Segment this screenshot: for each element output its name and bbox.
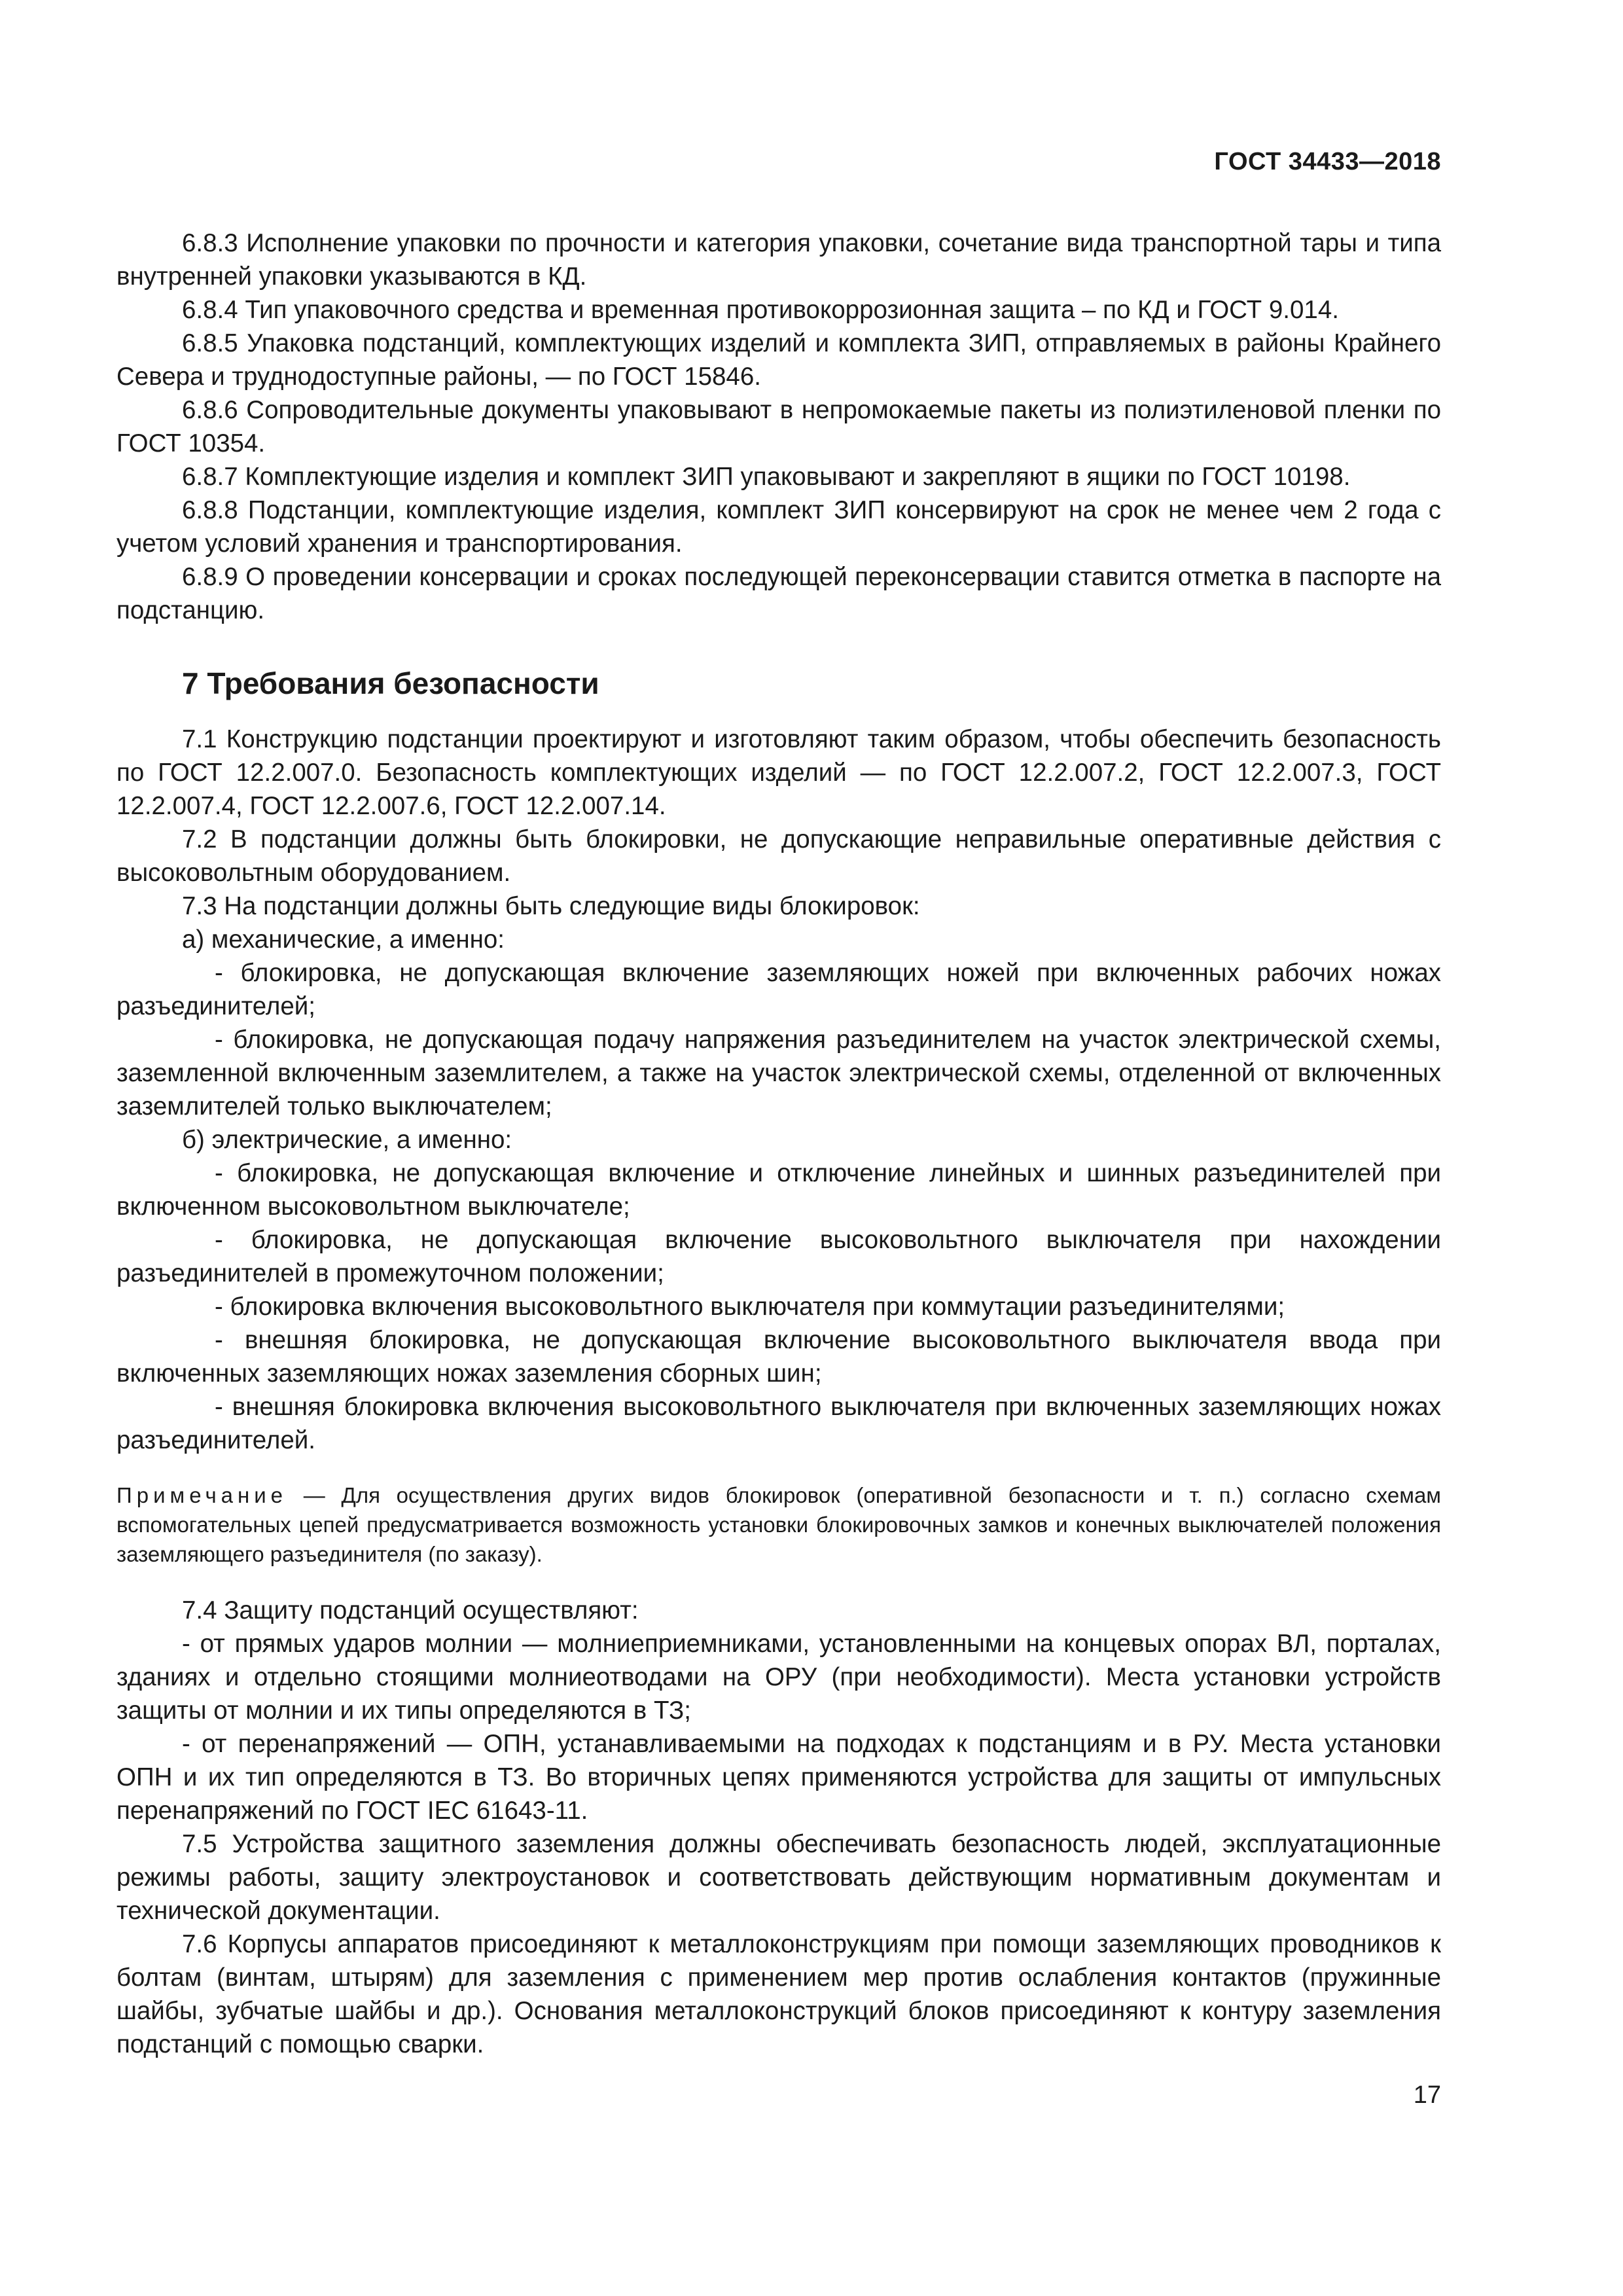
paragraph-6-8-9: 6.8.9 О проведении консервации и сроках последующей переконсервации ставится отметка в паспорте на подстанцию. [116,563,1441,624]
list-item: - блокировка включения высоковольтного выключателя при коммутации разъединителями; [215,1293,1285,1321]
page-number: 17 [1413,2081,1441,2109]
list-item: - внешняя блокировка включения высоковольтного выключателя при включенных заземляющих ножах разъединителей. [116,1393,1441,1454]
list-heading-mechanical: а) механические, а именно: [182,925,505,954]
list-item: - внешняя блокировка, не допускающая включение высоковольтного выключателя ввода при включенных заземляющих ножах заземления сборных шин; [116,1326,1441,1388]
paragraph-7-2: 7.2 В подстанции должны быть блокировки, не допускающие неправильные оперативные действия с высоковольтным оборудованием. [116,825,1441,887]
note-block [116,1480,1441,1569]
page-content [116,226,1441,2061]
paragraph-7-5: 7.5 Устройства защитного заземления должны обеспечивать безопасность людей, эксплуатационные режимы работы, защиту электроустановок и соответствовать действующим нормативным документам и технической документации. [116,1830,1441,1925]
paragraph-6-8-8: 6.8.8 Подстанции, комплектующие изделия, комплект ЗИП консервируют на срок не менее чем 2 года с учетом условий хранения и транспортирования. [116,496,1441,558]
paragraph-6-8-7: 6.8.7 Комплектующие изделия и комплект ЗИП упаковывают и закрепляют в ящики по ГОСТ 10198. [182,463,1351,491]
paragraph-7-4: 7.4 Защиту подстанций осуществляют: [182,1596,639,1624]
paragraph-7-6: 7.6 Корпусы аппаратов присоединяют к металлоконструкциям при помощи заземляющих проводников к болтам (винтам, штырям) для заземления с применением мер против ослабления контактов (пружинные шайбы, зубчатые шайбы и др.). Основания металлоконструкций блоков присоединяют к контуру заземления подстанций с помощью сварки. [116,1930,1441,2058]
paragraph-6-8-3: 6.8.3 Исполнение упаковки по прочности и категория упаковки, сочетание вида транспортной тары и типа внутренней упаковки указываются в КД. [116,229,1441,291]
document-code-header: ГОСТ 34433—2018 [1214,148,1441,175]
paragraph-7-1: 7.1 Конструкцию подстанции проектируют и изготовляют таким образом, чтобы обеспечить безопасность по ГОСТ 12.2.007.0. Безопасность комплектующих изделий — по ГОСТ 12.2.007.2, ГОСТ 12.2.007.3, ГОСТ 12.2.007.4, ГОСТ 12.2.007.6, ГОСТ 12.2.007.14. [116,725,1441,820]
section-title: 7 Требования безопасности [182,666,599,700]
paragraph-6-8-5: 6.8.5 Упаковка подстанций, комплектующих изделий и комплекта ЗИП, отправляемых в районы Крайнего Севера и труднодоступные районы, — по ГОСТ 15846. [116,329,1441,391]
paragraph-6-8-4: 6.8.4 Тип упаковочного средства и временная противокоррозионная защита – по КД и ГОСТ 9.014. [182,296,1339,324]
list-item: - блокировка, не допускающая включение высоковольтного выключателя при нахождении разъединителей в промежуточном положении; [116,1226,1441,1287]
list-item: - блокировка, не допускающая включение и отключение линейных и шинных разъединителей при включенном высоковольтном выключателе; [116,1159,1441,1221]
list-item: - от перенапряжений — ОПН, устанавливаемыми на подходах к подстанциям и в РУ. Места установки ОПН и их тип определяются в ТЗ. Во вторичных цепях применяются устройства для защиты от импульсных перенапряжений по ГОСТ IEC 61643-11. [116,1730,1441,1825]
paragraph-7-3: 7.3 На подстанции должны быть следующие виды блокировок: [182,892,920,920]
paragraph-6-8-6: 6.8.6 Сопроводительные документы упаковывают в непромокаемые пакеты из полиэтиленовой пленки по ГОСТ 10354. [116,396,1441,457]
note-text: — Для осуществления других видов блокировок (оперативной безопасности и т. п.) согласно схемам вспомогательных цепей предусматривается возможность установки блокировочных замков и конечных выключателей положения заземляющего разъединителя (по заказу). [116,1483,1441,1566]
list-item: - блокировка, не допускающая подачу напряжения разъединителем на участок электрической схемы, заземленной включенным заземлителем, а также на участок электрической схемы, отделенной от включенных заземлителей только выключателем; [116,1026,1441,1121]
list-heading-electrical: б) электрические, а именно: [182,1126,512,1154]
list-item: - от прямых ударов молнии — молниеприемниками, установленными на концевых опорах ВЛ, порталах, зданиях и отдельно стоящими молниеотводами на ОРУ (при необходимости). Места установки устройств защиты от молнии и их типы определяются в ТЗ; [116,1630,1441,1725]
note-label: Примечание [116,1483,288,1507]
list-item: - блокировка, не допускающая включение заземляющих ножей при включенных рабочих ножах разъединителей; [116,959,1441,1020]
